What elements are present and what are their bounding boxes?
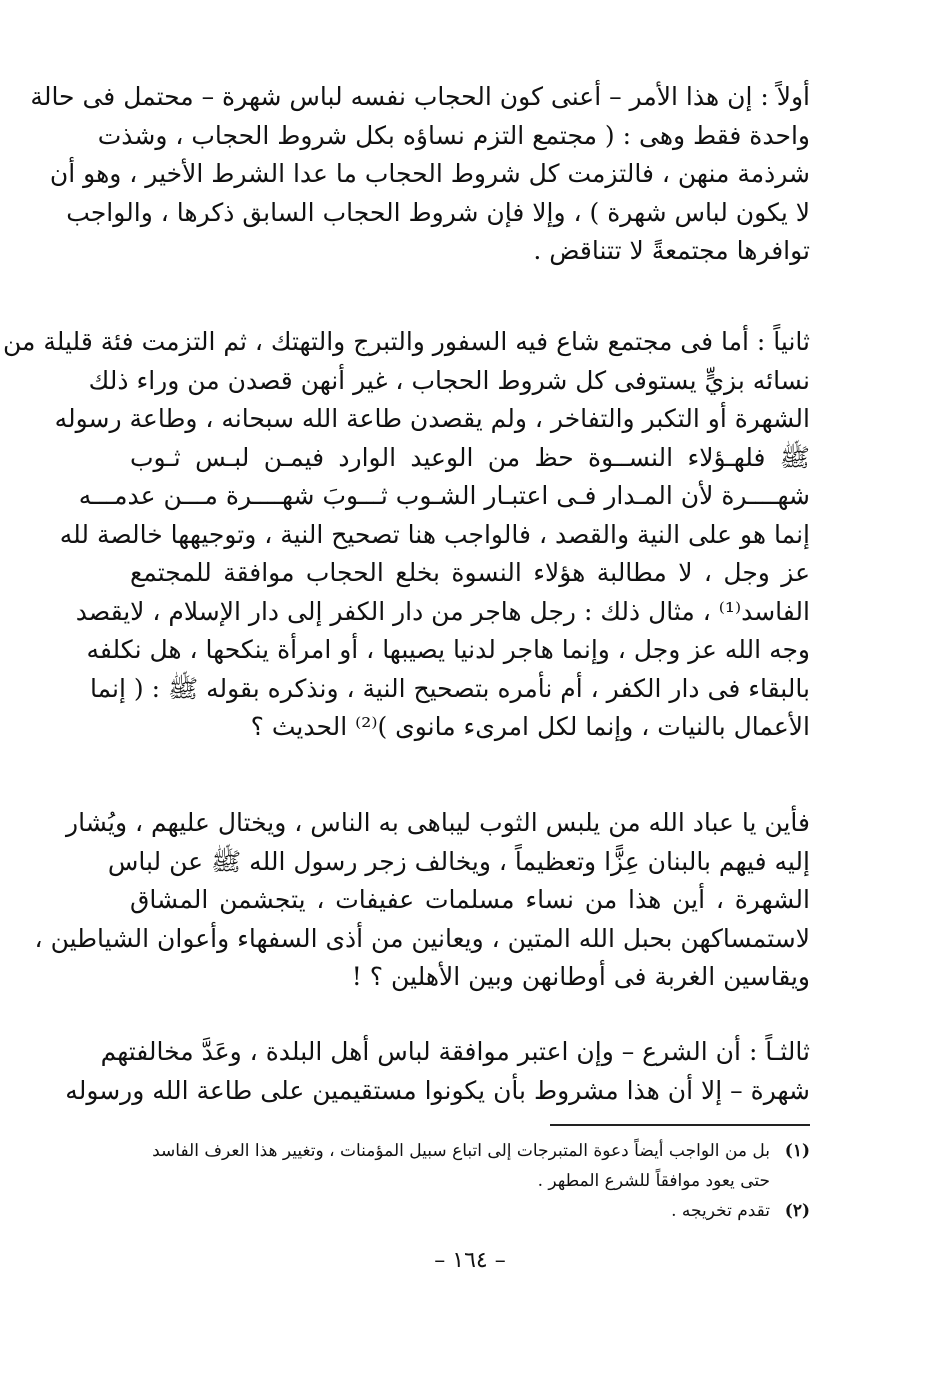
footnote-number: (١)	[784, 1141, 810, 1161]
text-line: الأعمال بالنيات ، وإنما لكل امرىء مانوى )⁽²⁾ الحديث ؟	[250, 712, 810, 741]
text-line: بالبقاء فى دار الكفر ، أم نأمره بتصحيح النية ، ونذكره بقوله ﷺ : ( إنما	[89, 673, 810, 703]
text-line: واحدة فقط وهى : ( مجتمع التزم نساؤه بكل شروط الحجاب ، وشذت	[97, 120, 810, 150]
text-line: إليه فيهم بالبنان عِزًّا وتعظيماً ، ويخالف زجر رسول الله ﷺ عن لباس	[107, 846, 810, 876]
footnote-text: تقدم تخريجه .	[671, 1201, 770, 1221]
paragraph-exhortation	[34, 804, 810, 997]
text-line: لا يكون لباس شهرة ) ، وإلا فإن شروط الحجاب السابق ذكرها ، والواجب	[66, 197, 810, 227]
text-line: ويقاسين الغربة فى أوطانهن وبين الأهلين ؟ !	[351, 962, 810, 991]
page-number: – ١٦٤ –	[434, 1248, 506, 1273]
footnote-item	[130, 1196, 810, 1226]
text-line: عز وجل ، لا مطالبة هؤلاء النسوة بخلع الحجاب موافقة للمجتمع	[130, 558, 810, 587]
paragraph-second-point	[2, 323, 810, 747]
footnotes	[130, 1136, 810, 1226]
text-line: شهــــرة لأن المـدار فـى اعتبـار الشـوب ثـــوبَ شهــــرة مـــن عدمـــه	[78, 481, 810, 510]
text-line: ثانياً : أما فى مجتمع شاع فيه السفور والتبرج والتهتك ، ثم التزمت فئة قليلة من	[2, 327, 810, 356]
text-line: الشهرة أو التكبر والتفاخر ، ولم يقصدن طاعة الله سبحانه ، وطاعة رسوله	[54, 404, 810, 433]
text-line: شهرة – إلا أن هذا مشروط بأن يكونوا مستقيمين على طاعة الله ورسوله	[65, 1075, 810, 1105]
text-line: وجه الله عز وجل ، وإنما هاجر لدنيا يصيبها ، أو امرأة ينكحها ، هل نكلفه	[86, 635, 810, 664]
footnote-text: بل من الواجب أيضاً دعوة المتبرجات إلى اتباع سبيل المؤمنات ، وتغيير هذا العرف الفاسد حتى يعود موافقاً للشرع المطهر .	[152, 1141, 770, 1191]
text-line: لاستمساكهن بحبل الله المتين ، ويعانين من أذى السفهاء وأعوان الشياطين ،	[34, 923, 810, 953]
paragraph-third-point	[65, 1033, 810, 1110]
text-line: ثالثـاً : أن الشرع – وإن اعتبر موافقة لباس أهل البلدة ، وعَدَّ مخالفتهم	[100, 1037, 810, 1066]
text-line: ﷺ فلهـؤلاء النســوة حظ من الوعيد الوارد فيمـن لبـس ثـوب	[130, 442, 810, 472]
text-line: أولاً : إن هذا الأمر – أعنى كون الحجاب نفسه لباس شهرة – محتمل فى حالة	[30, 82, 810, 111]
footnote-item	[130, 1136, 810, 1196]
text-line: نسائه بزيٍّ يستوفى كل شروط الحجاب ، غير أنهن قصدن من وراء ذلك	[88, 365, 810, 395]
text-line: إنما هو على النية والقصد ، فالواجب هنا تصحيح النية ، وتوجيهها خالصة لله	[59, 519, 810, 549]
text-line: فأين يا عباد الله من يلبس الثوب ليباهى به الناس ، ويختال عليهم ، ويُشار	[66, 808, 810, 837]
text-line: شرذمة منهن ، فالتزمت كل شروط الحجاب ما عدا الشرط الأخير ، وهو أن	[49, 159, 810, 188]
text-line: الفاسد⁽¹⁾ ، مثال ذلك : رجل هاجر من دار الكفر إلى دار الإسلام ، لايقصد	[75, 596, 810, 626]
text-line: توافرها مجتمعةً لا تتناقض .	[533, 236, 810, 265]
footnote-divider	[550, 1124, 810, 1126]
paragraph-first-point	[30, 78, 810, 271]
text-line: الشهرة ، أين هذا من نساء مسلمات عفيفات ، يتجشمن المشاق	[130, 885, 810, 914]
footnote-number: (٢)	[784, 1201, 810, 1221]
